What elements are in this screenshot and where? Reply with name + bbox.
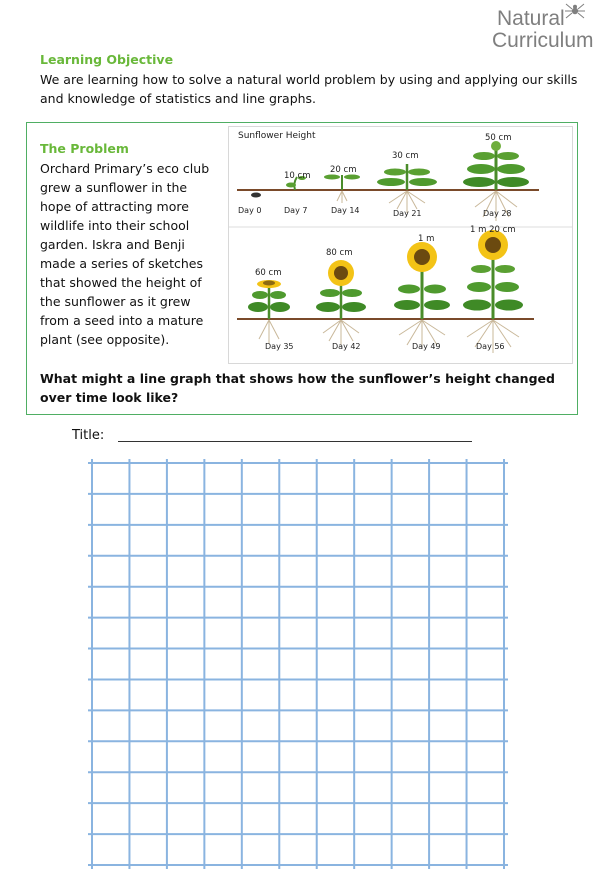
height-label-day-28: 50 cm <box>485 133 512 143</box>
day-label-35: Day 35 <box>265 342 294 351</box>
learning-objective-heading: Learning Objective <box>40 52 174 67</box>
height-label-day-42: 80 cm <box>326 248 353 258</box>
height-label-day-21: 30 cm <box>392 151 419 161</box>
sunflower-1m20cm-icon <box>463 230 523 353</box>
logo-line-1: Natural <box>497 7 565 30</box>
problem-box <box>26 122 578 415</box>
day-label-14: Day 14 <box>331 206 360 215</box>
problem-heading: The Problem <box>40 141 129 156</box>
height-label-day-7: 10 cm <box>284 171 311 181</box>
graph-paper-grid[interactable] <box>88 459 508 869</box>
day-label-56: Day 56 <box>476 342 505 351</box>
height-label-day-49: 1 m <box>418 234 435 244</box>
natural-curriculum-logo <box>492 2 614 54</box>
seedling-icon <box>324 175 360 204</box>
budding-sunflower-icon <box>248 280 290 343</box>
spider-icon <box>564 0 586 22</box>
problem-text: Orchard Primary’s eco club grew a sunflower in the hope of attracting more wildlife into their school garden. Iskra and Benji made a series of sketches that showed the height of the sunflower as it grew from a seed into a mature plant (see opposite). <box>40 161 210 347</box>
learning-objective-text: We are learning how to solve a natural world problem by using and applying our skills and knowledge of statistics and line graphs. <box>40 72 578 106</box>
day-label-7: Day 7 <box>284 206 308 215</box>
day-label-0: Day 0 <box>238 206 262 215</box>
sunflower-1m-icon <box>394 242 450 349</box>
logo-line-2: Curriculum <box>492 29 594 52</box>
sunflower-height-sketch <box>228 126 573 364</box>
problem-question: What might a line graph that shows how the sunflower’s height changed over time look like? <box>40 371 555 405</box>
day-label-49: Day 49 <box>412 342 441 351</box>
height-label-day-35: 60 cm <box>255 268 282 278</box>
graph-title-label: Title: <box>72 428 105 443</box>
young-plant-icon <box>377 164 437 213</box>
sunflower-illustration <box>229 127 572 363</box>
sunflower-80cm-icon <box>316 260 366 345</box>
height-label-day-14: 20 cm <box>330 165 357 175</box>
height-label-day-56: 1 m 20 cm <box>470 225 516 235</box>
sketch-title: Sunflower Height <box>238 131 316 141</box>
graph-title-line[interactable] <box>118 441 472 442</box>
day-label-21: Day 21 <box>393 209 422 218</box>
seed-icon <box>251 193 261 198</box>
day-label-28: Day 28 <box>483 209 512 218</box>
day-label-42: Day 42 <box>332 342 361 351</box>
